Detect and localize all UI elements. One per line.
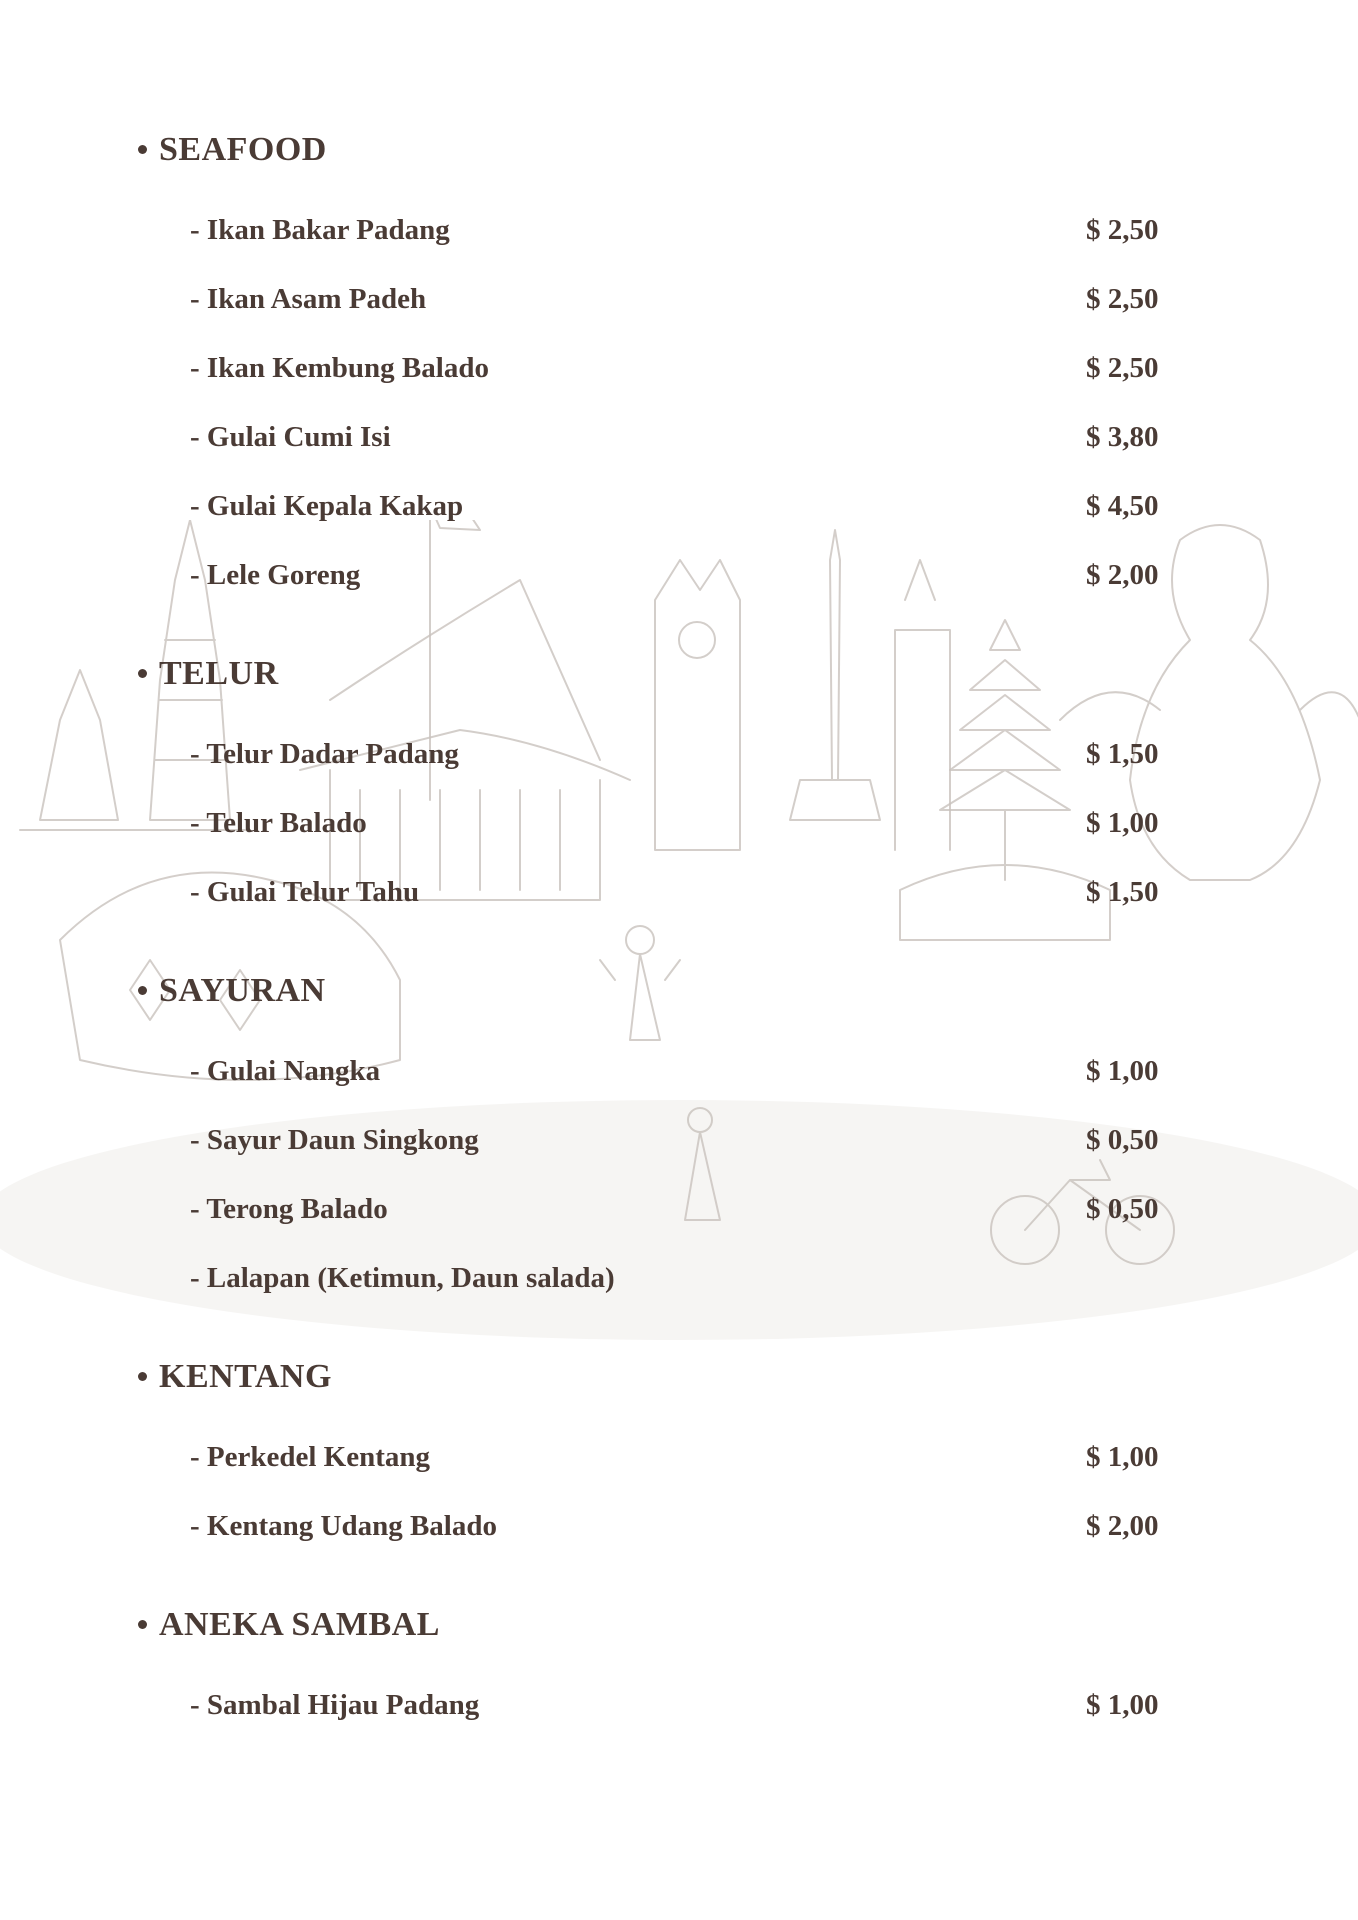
menu-item-price: $ 2,50 bbox=[1086, 283, 1159, 315]
section-title-text: SAYURAN bbox=[159, 972, 326, 1009]
menu-item bbox=[136, 541, 1226, 610]
section-title bbox=[136, 1355, 1226, 1399]
menu-item bbox=[136, 334, 1226, 403]
section-title bbox=[136, 969, 1226, 1013]
section-title bbox=[136, 128, 1226, 172]
menu-item-price: $ 2,00 bbox=[1086, 1510, 1159, 1542]
menu-item-price: $ 0,50 bbox=[1086, 1193, 1159, 1225]
section-title-text: ANEKA SAMBAL bbox=[159, 1606, 440, 1643]
section-title bbox=[136, 1603, 1226, 1647]
menu-item-name: - Lalapan (Ketimun, Daun salada) bbox=[190, 1262, 615, 1294]
bullet-icon bbox=[138, 986, 147, 995]
menu-item-name: - Sayur Daun Singkong bbox=[190, 1124, 479, 1156]
menu-item-name: - Gulai Nangka bbox=[190, 1055, 381, 1087]
menu-item-name: - Kentang Udang Balado bbox=[190, 1510, 497, 1542]
menu-section bbox=[136, 128, 1226, 610]
menu-item-name: - Gulai Kepala Kakap bbox=[190, 490, 464, 522]
menu-item-price: $ 2,50 bbox=[1086, 214, 1159, 246]
menu-item-price: $ 1,50 bbox=[1086, 876, 1159, 908]
menu-item bbox=[136, 858, 1226, 927]
menu-item bbox=[136, 472, 1226, 541]
menu-item-name: - Sambal Hijau Padang bbox=[190, 1689, 480, 1721]
menu-item-price: $ 2,00 bbox=[1086, 559, 1159, 591]
menu-item-price: $ 1,00 bbox=[1086, 1441, 1159, 1473]
menu-item-name: - Lele Goreng bbox=[190, 559, 361, 591]
section-title-text: SEAFOOD bbox=[159, 131, 327, 168]
menu-item-price: $ 3,80 bbox=[1086, 421, 1159, 453]
menu-item bbox=[136, 720, 1226, 789]
menu-item bbox=[136, 1244, 1226, 1313]
section-title-text: TELUR bbox=[159, 655, 279, 692]
menu-item-price: $ 2,50 bbox=[1086, 352, 1159, 384]
menu-item-price: $ 1,50 bbox=[1086, 738, 1159, 770]
menu-section bbox=[136, 1355, 1226, 1561]
menu-list bbox=[136, 128, 1226, 1782]
menu-item bbox=[136, 1423, 1226, 1492]
menu-item-price: $ 1,00 bbox=[1086, 807, 1159, 839]
menu-item-name: - Ikan Bakar Padang bbox=[190, 214, 450, 246]
menu-item-price: $ 1,00 bbox=[1086, 1689, 1159, 1721]
menu-item bbox=[136, 265, 1226, 334]
bullet-icon bbox=[138, 145, 147, 154]
menu-item bbox=[136, 1671, 1226, 1740]
menu-item bbox=[136, 1175, 1226, 1244]
menu-item bbox=[136, 1492, 1226, 1561]
section-title bbox=[136, 652, 1226, 696]
bullet-icon bbox=[138, 1620, 147, 1629]
menu-item-name: - Ikan Kembung Balado bbox=[190, 352, 489, 384]
menu-item-name: - Telur Dadar Padang bbox=[190, 738, 459, 770]
menu-item-name: - Perkedel Kentang bbox=[190, 1441, 431, 1473]
menu-item bbox=[136, 1106, 1226, 1175]
bullet-icon bbox=[138, 669, 147, 678]
menu-item-name: - Gulai Telur Tahu bbox=[190, 876, 420, 908]
menu-item bbox=[136, 403, 1226, 472]
bullet-icon bbox=[138, 1372, 147, 1381]
section-title-text: KENTANG bbox=[159, 1358, 332, 1395]
menu-item-name: - Gulai Cumi Isi bbox=[190, 421, 391, 453]
menu-section bbox=[136, 652, 1226, 927]
menu-item bbox=[136, 789, 1226, 858]
menu-item-name: - Ikan Asam Padeh bbox=[190, 283, 427, 315]
menu-item-name: - Terong Balado bbox=[190, 1193, 388, 1225]
menu-section bbox=[136, 969, 1226, 1313]
menu-section bbox=[136, 1603, 1226, 1740]
menu-item-name: - Telur Balado bbox=[190, 807, 367, 839]
menu-item-price: $ 4,50 bbox=[1086, 490, 1159, 522]
menu-item-price: $ 1,00 bbox=[1086, 1055, 1159, 1087]
menu-item bbox=[136, 196, 1226, 265]
menu-item-price: $ 0,50 bbox=[1086, 1124, 1159, 1156]
menu-item bbox=[136, 1037, 1226, 1106]
